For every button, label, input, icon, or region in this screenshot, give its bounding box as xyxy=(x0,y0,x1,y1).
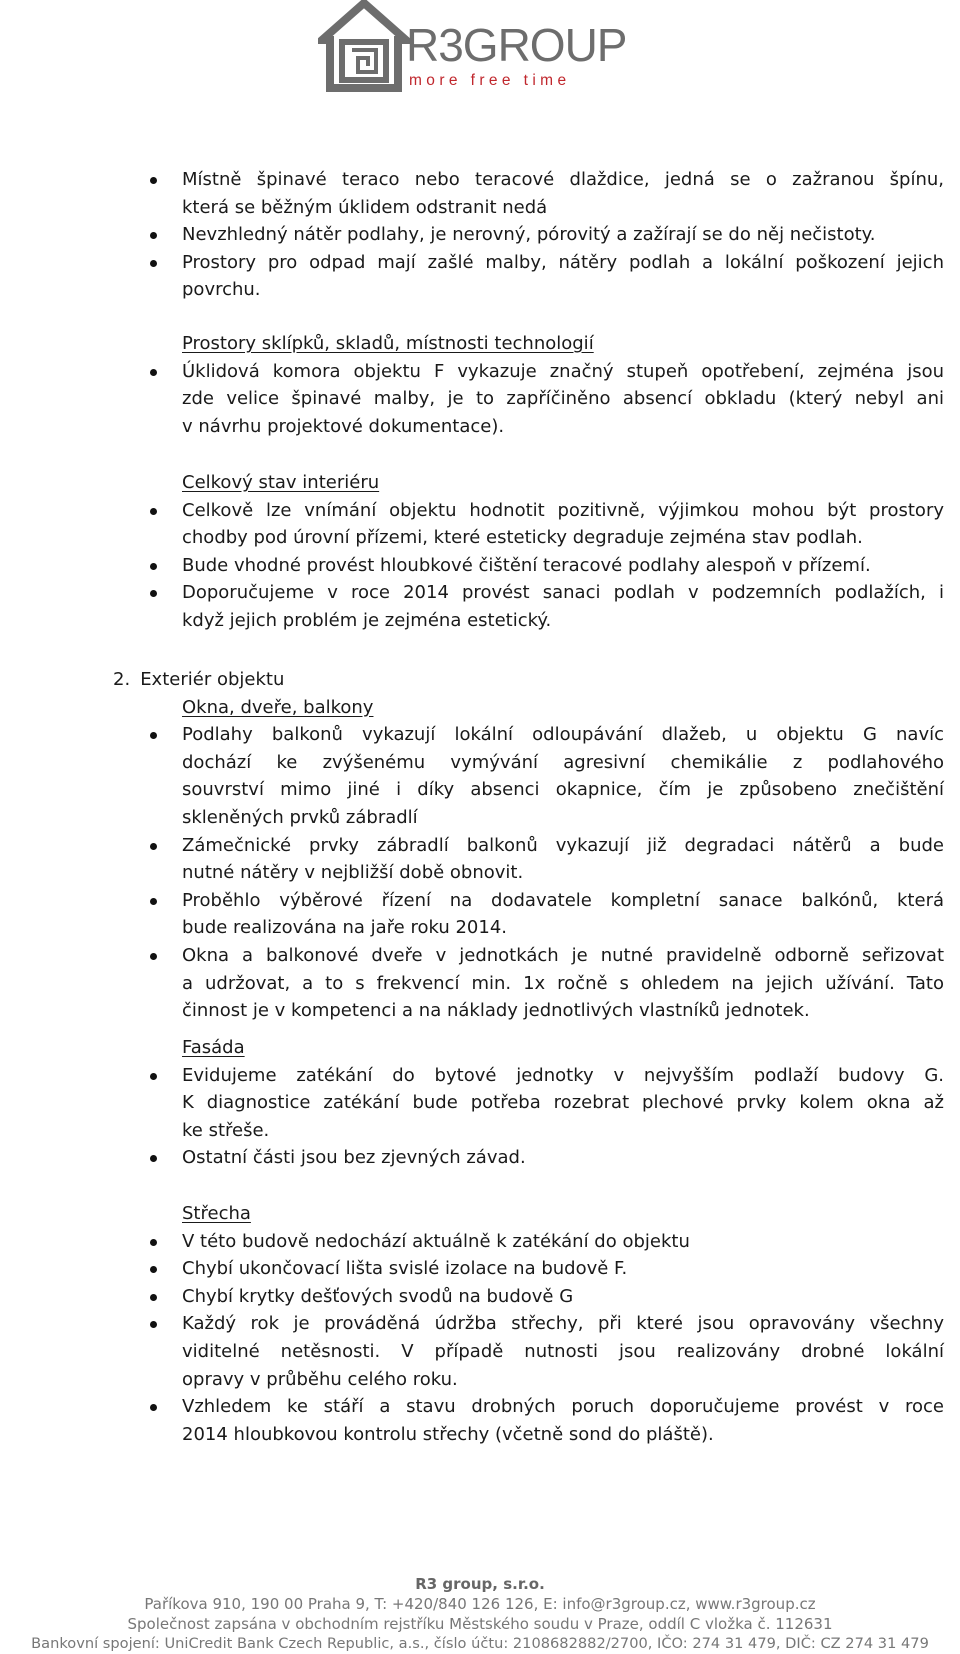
footer-company: R3 group, s.r.o. xyxy=(415,1575,545,1593)
section-number: 2. xyxy=(113,669,131,690)
bullet-text-line: Evidujeme zatékání do bytové jednotky v nejvyšším podlaží budovy G. xyxy=(182,1064,944,1086)
bullet-text-line: Prostory pro odpad mají zašlé malby, nátěry podlah a lokální poškození jejich xyxy=(182,251,944,273)
bullet-dot-icon xyxy=(150,563,157,570)
bullet-text-line: Každý rok je prováděná údržba střechy, při které jsou opravovány všechny xyxy=(182,1313,944,1335)
bullet-text-line: Chybí ukončovací lišta svislé izolace na budově F. xyxy=(182,1258,628,1280)
bullet-text-line: a udržovat, a to s frekvencí min. 1x ročně s ohledem na jejich užívání. Tato xyxy=(182,972,944,994)
bullet-text-line: Bude vhodné provést hloubkové čištění teracové podlahy alespoň v přízemí. xyxy=(182,554,871,576)
bullet-text-line: Proběhlo výběrové řízení na dodavatele kompletní sanace balkónů, která xyxy=(182,889,944,911)
bullet-text-line: souvrství mimo jiné i díky absenci okapnice, čím je způsobeno znečištění xyxy=(182,779,944,801)
section-title: Exteriér objektu xyxy=(140,669,285,690)
bullet-text-line: V této budově nedochází aktuálně k zatékání do objektu xyxy=(182,1230,690,1252)
bullet-dot-icon xyxy=(150,843,157,850)
bullet-dot-icon xyxy=(150,1404,157,1411)
bullet-dot-icon xyxy=(150,590,157,597)
bullet-dot-icon xyxy=(150,1073,157,1080)
bullet-text-line: K diagnostice zatékání bude potřeba rozebrat plechové prvky kolem okna až xyxy=(182,1092,944,1114)
bullet-text-line: Celkově lze vnímání objektu hodnotit pozitivně, výjimkou mohou být prostory xyxy=(182,499,944,521)
bullet-dot-icon xyxy=(150,177,157,184)
bullet-dot-icon xyxy=(150,232,157,239)
bullet-text-line: Ostatní části jsou bez zjevných závad. xyxy=(182,1147,526,1169)
section-heading: Střecha xyxy=(182,1203,251,1224)
bullet-text-line: Nevzhledný nátěr podlahy, je nerovný, pórovitý a zažírají se do něj nečistoty. xyxy=(182,224,876,246)
bullet-dot-icon xyxy=(150,369,157,376)
bullet-text-line: ke střeše. xyxy=(182,1119,270,1141)
company-logo xyxy=(318,0,628,96)
bullet-text-line: 2014 hloubkovou kontrolu střechy (včetně sond do pláště). xyxy=(182,1423,714,1445)
bullet-text-line: v návrhu projektové dokumentace). xyxy=(182,415,505,437)
section-heading: Celkový stav interiéru xyxy=(182,472,380,493)
bullet-text-line: Chybí krytky dešťových svodů na budově G xyxy=(182,1285,574,1307)
bullet-text-line: bude realizována na jaře roku 2014. xyxy=(182,917,508,939)
bullet-text-line: opravy v průběhu celého roku. xyxy=(182,1368,458,1390)
bullet-text-line: když jejich problém je zejména estetický. xyxy=(182,610,552,631)
bullet-dot-icon xyxy=(150,508,157,515)
footer-registry: Společnost zapsána v obchodním rejstříku Městského soudu v Praze, oddíl C vložka č. 112631 xyxy=(127,1615,833,1633)
bullet-dot-icon xyxy=(150,1321,157,1328)
house-logo-icon xyxy=(318,0,410,92)
footer-address: Paříkova 910, 190 00 Praha 9, T: +420/840 126 126, E: info@r3group.cz, www.r3group.cz xyxy=(144,1595,816,1613)
footer-bank: Bankovní spojení: UniCredit Bank Czech Republic, a.s., číslo účtu: 2108682882/2700, IČO: 274 31 479, DIČ: CZ 274 31 479 xyxy=(31,1635,929,1652)
bullet-dot-icon xyxy=(150,1239,157,1246)
section-number-heading xyxy=(113,666,284,694)
bullet-text-line: povrchu. xyxy=(182,279,261,301)
section-heading: Prostory sklípků, skladů, místnosti technologií xyxy=(182,333,594,354)
bullet-text-line: Místně špinavé teraco nebo teracové dlaždice, jedná se o zažranou špínu, xyxy=(182,169,944,190)
bullet-text-line: chodby pod úrovní přízemi, které esteticky degraduje zejména stav podlah. xyxy=(182,527,863,549)
bullet-dot-icon xyxy=(150,953,157,960)
bullet-text-line: Podlahy balkonů vykazují lokální odloupávání dlažeb, u objektu G navíc xyxy=(182,724,944,746)
logo-tagline: more free time xyxy=(409,72,571,89)
bullet-text-line: Doporučujeme v roce 2014 provést sanaci podlah v podzemních podlažích, i xyxy=(182,582,944,604)
bullet-text-line: Vzhledem ke stáří a stavu drobných poruch doporučujeme provést v roce xyxy=(182,1396,944,1418)
bullet-text-line: která se běžným úklidem odstranit nedá xyxy=(182,196,548,218)
bullet-dot-icon xyxy=(150,732,157,739)
bullet-text-line: zde velice špinavé malby, je to zapříčiněno absencí obkladu (který nebyl ani xyxy=(182,388,944,410)
bullet-dot-icon xyxy=(150,1266,157,1273)
bullet-dot-icon xyxy=(150,1294,157,1301)
bullet-text-line: činnost je v kompetenci a na náklady jednotlivých vlastníků jednotek. xyxy=(182,1000,810,1022)
bullet-text-line: Zámečnické prvky zábradlí balkonů vykazují již degradaci nátěrů a bude xyxy=(182,834,944,856)
section-heading: Okna, dveře, balkony xyxy=(182,696,374,718)
bullet-text-line: Úklidová komora objektu F vykazuje značný stupeň opotřebení, zejména jsou xyxy=(182,360,944,382)
bullet-text-line: skleněných prvků zábradlí xyxy=(182,807,418,828)
logo-wordmark: R3GROUP xyxy=(406,19,627,71)
bullet-text-line: viditelné netěsnosti. V případě nutnosti jsou realizovány drobné lokální xyxy=(182,1341,944,1362)
section-heading: Fasáda xyxy=(182,1037,245,1058)
bullet-text-line: Okna a balkonové dveře v jednotkách je nutné pravidelně odborně seřizovat xyxy=(182,945,944,966)
bullet-dot-icon xyxy=(150,1155,157,1162)
bullet-text-line: nutné nátěry v nejbližší době obnovit. xyxy=(182,862,524,884)
bullet-text-line: dochází ke zvýšenému vymývání agresivní chemikálie z podlahového xyxy=(182,751,944,773)
bullet-dot-icon xyxy=(150,260,157,267)
bullet-dot-icon xyxy=(150,898,157,905)
